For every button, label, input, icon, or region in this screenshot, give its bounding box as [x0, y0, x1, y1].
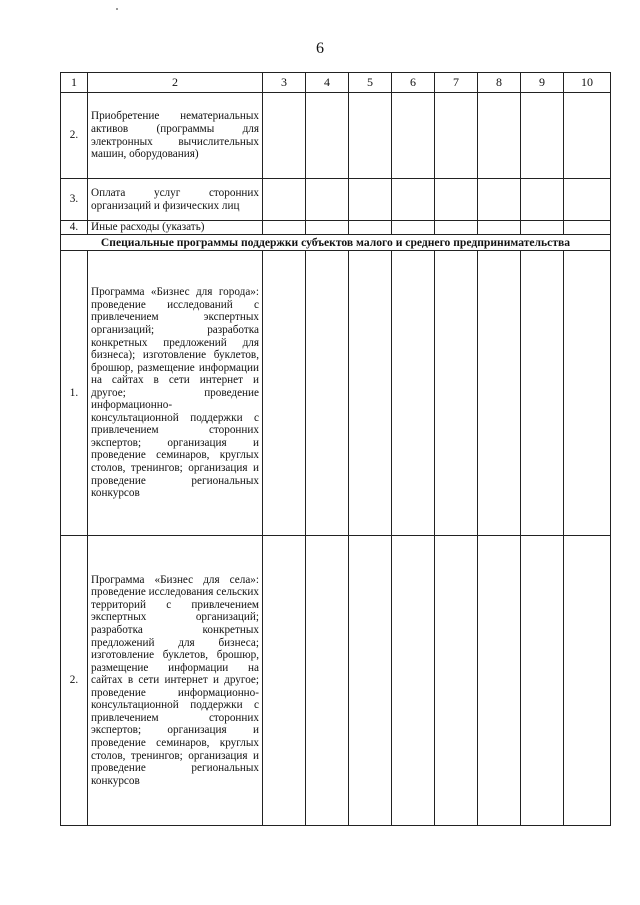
table-row — [61, 251, 611, 536]
empty-cell — [435, 251, 478, 536]
row-number: 4. — [61, 221, 88, 235]
row-description: Программа «Бизнес для города»: проведение исследований с привлечением экспертных организаций; разработка конкретных предложений для бизнеса); изготовление буклетов, брошюр, размещение информации на сайтах в сети интернет и другое; проведение информационно-консультационной поддержки с привлечением сторонних экспертов; организация и проведение семинаров, круглых столов, тренингов; организация и проведение региональных конкурсов — [88, 251, 263, 536]
column-header: 3 — [263, 73, 306, 93]
section-title: Специальные программы поддержки субъектов малого и среднего предпринимательства — [61, 235, 611, 251]
empty-cell — [564, 221, 611, 235]
table-header-row — [61, 73, 611, 93]
empty-cell — [564, 251, 611, 536]
empty-cell — [349, 251, 392, 536]
empty-cell — [564, 93, 611, 179]
empty-cell — [392, 179, 435, 221]
empty-cell — [263, 536, 306, 826]
column-header: 2 — [88, 73, 263, 93]
row-number: 3. — [61, 179, 88, 221]
empty-cell — [349, 93, 392, 179]
empty-cell — [435, 221, 478, 235]
empty-cell — [478, 536, 521, 826]
empty-cell — [263, 221, 306, 235]
empty-cell — [435, 93, 478, 179]
row-number: 1. — [61, 251, 88, 536]
empty-cell — [306, 536, 349, 826]
empty-cell — [435, 179, 478, 221]
empty-cell — [263, 93, 306, 179]
empty-cell — [392, 221, 435, 235]
empty-cell — [349, 536, 392, 826]
empty-cell — [349, 179, 392, 221]
expenses-table — [60, 72, 611, 826]
empty-cell — [306, 93, 349, 179]
empty-cell — [435, 536, 478, 826]
column-header: 10 — [564, 73, 611, 93]
row-number: 2. — [61, 93, 88, 179]
empty-cell — [521, 179, 564, 221]
row-description: Оплата услуг сторонних организаций и физических лиц — [88, 179, 263, 221]
column-header: 5 — [349, 73, 392, 93]
empty-cell — [564, 536, 611, 826]
empty-cell — [521, 536, 564, 826]
table-row — [61, 221, 611, 235]
table-row — [61, 536, 611, 826]
empty-cell — [478, 179, 521, 221]
column-header: 6 — [392, 73, 435, 93]
empty-cell — [392, 251, 435, 536]
row-description: Иные расходы (указать) — [88, 221, 263, 235]
column-header: 4 — [306, 73, 349, 93]
empty-cell — [564, 179, 611, 221]
empty-cell — [306, 251, 349, 536]
empty-cell — [521, 221, 564, 235]
empty-cell — [478, 251, 521, 536]
empty-cell — [521, 251, 564, 536]
section-header-row — [61, 235, 611, 251]
empty-cell — [263, 179, 306, 221]
empty-cell — [478, 93, 521, 179]
column-header: 7 — [435, 73, 478, 93]
empty-cell — [392, 536, 435, 826]
table-row — [61, 179, 611, 221]
column-header: 9 — [521, 73, 564, 93]
empty-cell — [306, 179, 349, 221]
scan-speck — [116, 8, 118, 10]
empty-cell — [306, 221, 349, 235]
empty-cell — [392, 93, 435, 179]
row-description: Программа «Бизнес для села»: проведение исследования сельских территорий с привлечением экспертных организаций; разработка конкретных предложений для бизнеса; изготовление буклетов, брошюр, размещение информации на сайтах в сети интернет и другое; проведение информационно-консультационной поддержки с привлечением сторонних экспертов; организация и проведение семинаров, круглых столов, тренингов; организация и проведение региональных конкурсов — [88, 536, 263, 826]
empty-cell — [521, 93, 564, 179]
page-number: 6 — [316, 40, 324, 57]
empty-cell — [349, 221, 392, 235]
column-header: 1 — [61, 73, 88, 93]
empty-cell — [478, 221, 521, 235]
column-header: 8 — [478, 73, 521, 93]
empty-cell — [263, 251, 306, 536]
table-row — [61, 93, 611, 179]
row-number: 2. — [61, 536, 88, 826]
row-description: Приобретение нематериальных активов (программы для электронных вычислительных машин, оборудования) — [88, 93, 263, 179]
